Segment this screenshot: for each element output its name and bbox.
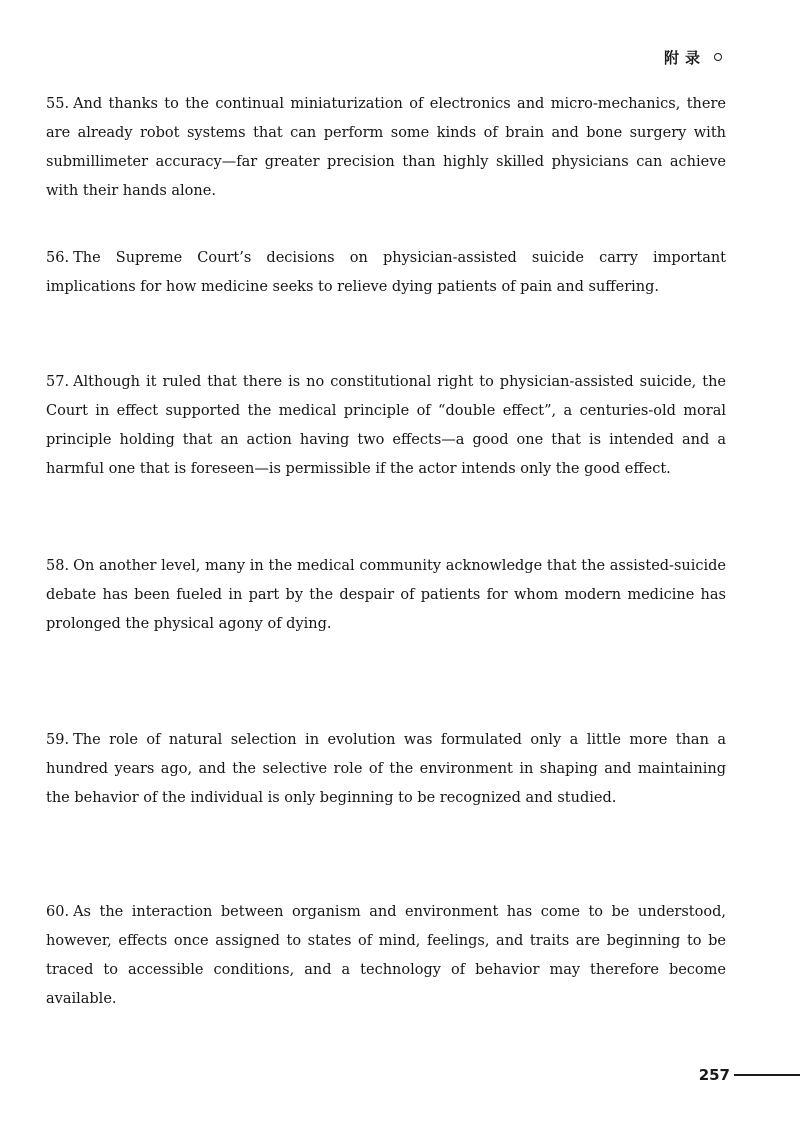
paragraph-60 [46,898,726,1014]
paragraph-text: The role of natural selection in evolution was formulated only a little more than a hundred years ago, and the selective role of the environment in shaping and maintaining the behavior of the individual is only beginning to be recognized and studied. [46,732,726,806]
paragraph-text: The Supreme Court’s decisions on physician-assisted suicide carry important implications for how medicine seeks to relieve dying patients of pain and suffering. [46,250,726,295]
footer-rule [734,1074,800,1076]
paragraph-text: And thanks to the continual miniaturization of electronics and micro-mechanics, there are already robot systems that can perform some kinds of brain and bone surgery with submillimeter accuracy—far greater precision than highly skilled physicians can achieve with their hands alone. [46,96,726,199]
page-footer [699,1066,800,1084]
page-number: 257 [698,1066,730,1084]
paragraph-number: 59. [46,732,70,748]
paragraph-number: 56. [46,250,70,266]
paragraph-number: 58. [46,558,70,574]
paragraph-text: On another level, many in the medical community acknowledge that the assisted-suicide debate has been fueled in part by the despair of patients for whom modern medicine has prolonged the physical agony of dying. [46,558,726,632]
circle-bullet-icon [714,53,722,61]
paragraph-57 [46,368,726,484]
paragraph-59 [46,726,726,813]
paragraph-number: 60. [46,904,70,920]
paragraph-text: Although it ruled that there is no constitutional right to physician-assisted suicide, the Court in effect supported the medical principle of “double effect”, a centuries-old moral principle holding that an action having two effects—a good one that is intended and a harmful one that is foreseen—is permissible if the actor intends only the good effect. [46,374,726,477]
running-header [664,44,722,70]
paragraph-number: 57. [46,374,70,390]
paragraph-55 [46,90,726,206]
paragraph-58 [46,552,726,639]
paragraph-text: As the interaction between organism and environment has come to be understood, however, effects once assigned to states of mind, feelings, and traits are beginning to be traced to accessible conditions, and a technology of behavior may therefore become available. [46,904,726,1007]
header-section-label: 附录 [663,48,706,67]
paragraph-56 [46,244,726,302]
paragraph-number: 55. [46,96,70,112]
